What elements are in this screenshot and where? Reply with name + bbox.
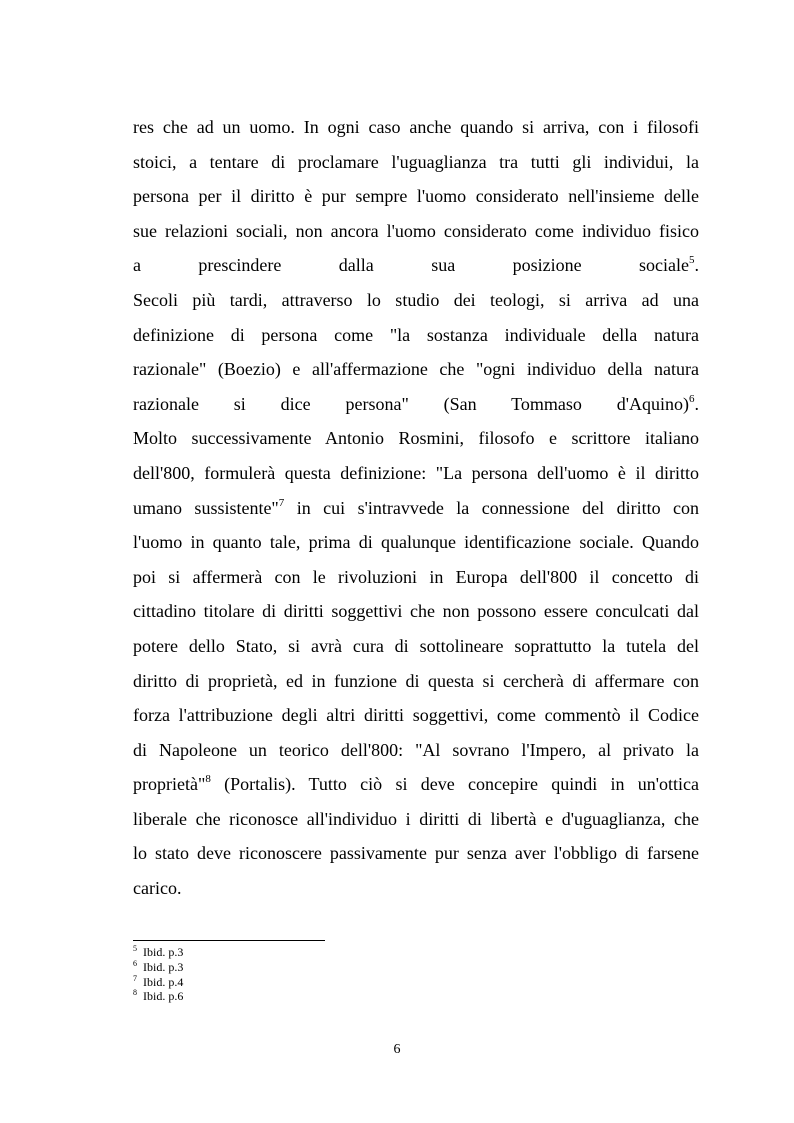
- text-line: [133, 629, 699, 664]
- footnote-text: Ibid. p.3: [143, 959, 184, 974]
- footnote-number: 7: [133, 973, 137, 983]
- text-line-continuation: (Portalis). Tutto ciò si deve concepire quindi in un'ottica: [210, 774, 699, 795]
- text-line-content: poi si affermerà con le rivoluzioni in Europa dell'800 il concetto di: [133, 566, 699, 587]
- text-line-continuation: .: [694, 255, 699, 276]
- text-line: [133, 871, 699, 906]
- text-line: [133, 318, 699, 353]
- text-line: [133, 110, 699, 145]
- footnote: [133, 989, 183, 1004]
- text-line: [133, 352, 699, 387]
- footnote: [133, 960, 183, 975]
- text-line: [133, 214, 699, 249]
- text-line-continuation: .: [694, 393, 699, 414]
- text-line-content: dell'800, formulerà questa definizione: "La persona dell'uomo è il diritto: [133, 462, 699, 483]
- text-line: [133, 421, 699, 456]
- text-line-content: a prescindere dalla sua posizione sociale: [133, 255, 689, 276]
- text-line-content: diritto di proprietà, ed in funzione di questa si cercherà di affermare con: [133, 670, 699, 691]
- text-line-content: razionale" (Boezio) e all'affermazione che "ogni individuo della natura: [133, 359, 699, 380]
- text-line-content: stoici, a tentare di proclamare l'uguaglianza tra tutti gli individui, la: [133, 151, 699, 172]
- text-line: [133, 698, 699, 733]
- footnote: [133, 975, 183, 990]
- text-line: [133, 733, 699, 768]
- text-line-content: l'uomo in quanto tale, prima di qualunque identificazione sociale. Quando: [133, 532, 699, 553]
- footnote: [133, 945, 183, 960]
- footnote-reference: 8: [205, 773, 211, 786]
- text-line: [133, 248, 699, 283]
- body-text: [133, 110, 699, 906]
- text-line-content: res che ad un uomo. In ogni caso anche quando si arriva, con i filosofi: [133, 117, 699, 137]
- footnote-text: Ibid. p.4: [143, 974, 184, 989]
- text-line-content: Molto successivamente Antonio Rosmini, filosofo e scrittore italiano: [133, 428, 699, 449]
- text-line-content: definizione di persona come "la sostanza individuale della natura: [133, 324, 699, 345]
- footnote-number: 8: [133, 988, 137, 998]
- text-line: [133, 767, 699, 802]
- footnote-text: Ibid. p.6: [143, 989, 184, 1004]
- text-line: [133, 456, 699, 491]
- text-line-content: persona per il diritto è pur sempre l'uomo considerato nell'insieme delle: [133, 186, 699, 207]
- footnote-text: Ibid. p.3: [143, 945, 184, 959]
- footnote-separator: [133, 940, 325, 941]
- text-line-content: forza l'attribuzione degli altri diritti soggettivi, come commentò il Codice: [133, 705, 699, 726]
- text-line-content: potere dello Stato, si avrà cura di sottolineare soprattutto la tutela del: [133, 635, 699, 656]
- footnote-reference: 7: [278, 496, 285, 509]
- footnote-reference: 6: [689, 392, 695, 405]
- text-line: [133, 525, 699, 560]
- text-line: [133, 283, 699, 318]
- text-line-continuation: in cui s'intravvede la connessione del diritto con: [284, 497, 700, 518]
- footnote-number: 6: [133, 958, 137, 968]
- text-line-content: lo stato deve riconoscere passivamente pur senza aver l'obbligo di farsene: [133, 843, 699, 864]
- text-line-content: Secoli più tardi, attraverso lo studio dei teologi, si arriva ad una: [133, 289, 699, 310]
- text-line: [133, 594, 699, 629]
- text-line-content: razionale si dice persona" (San Tommaso d'Aquino): [133, 393, 689, 414]
- text-line: [133, 145, 699, 180]
- text-line: [133, 802, 699, 837]
- text-line: [133, 664, 699, 699]
- text-line: [133, 560, 699, 595]
- footnotes: [133, 945, 183, 1004]
- text-line: [133, 387, 699, 422]
- text-line-content: di Napoleone un teorico dell'800: "Al sovrano l'Impero, al privato la: [133, 739, 699, 760]
- text-line: [133, 179, 699, 214]
- text-line-content: liberale che riconosce all'individuo i diritti di libertà e d'uguaglianza, che: [133, 808, 699, 829]
- footnote-reference: 5: [689, 254, 695, 267]
- text-line-content: cittadino titolare di diritti soggettivi che non possono essere conculcati dal: [133, 601, 699, 622]
- text-line-content: umano sussistente": [133, 497, 279, 518]
- text-line: [133, 836, 699, 871]
- footnote-number: 5: [133, 944, 137, 953]
- text-line: [133, 491, 699, 526]
- text-line-content: proprietà": [133, 774, 206, 795]
- text-line-content: carico.: [133, 878, 182, 899]
- text-line-content: sue relazioni sociali, non ancora l'uomo considerato come individuo fisico: [133, 220, 699, 241]
- page-number: 6: [393, 1042, 401, 1057]
